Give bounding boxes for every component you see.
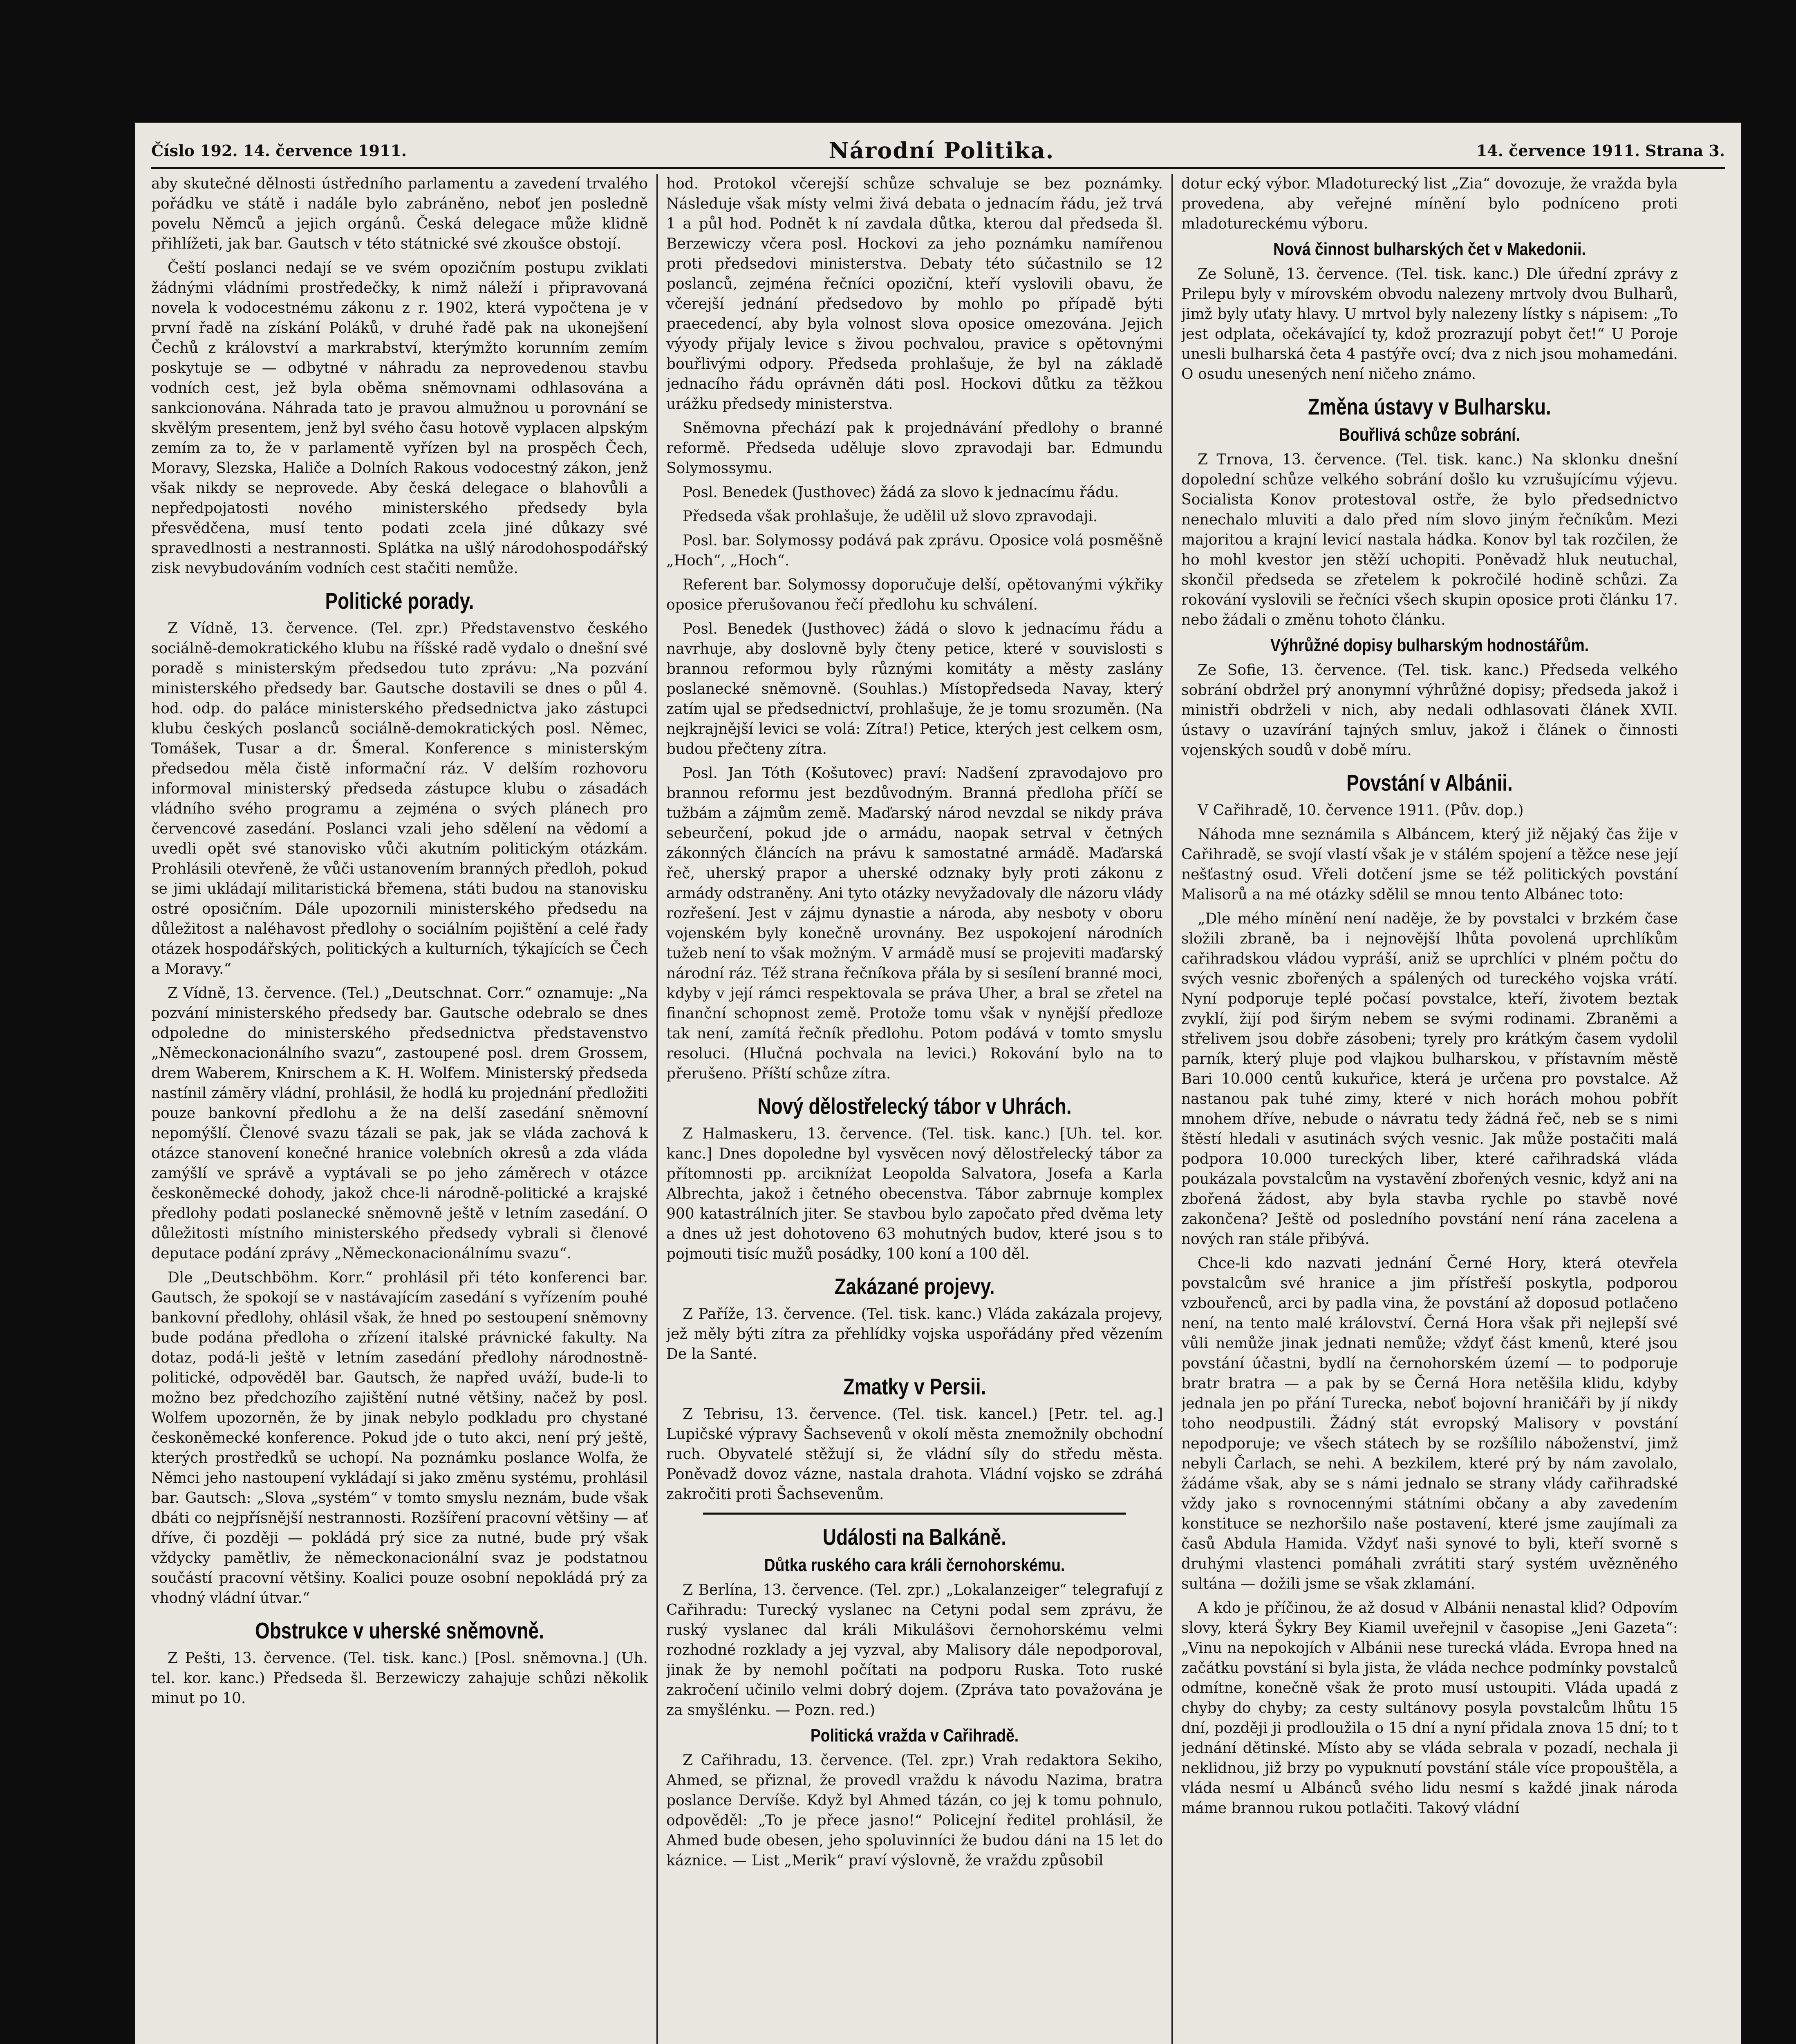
paragraph: Předseda však prohlašuje, že udělil už slovo zpravodaji. <box>683 508 1098 525</box>
paragraph: Z Vídně, 13. července. (Tel.) „Deutschnat. Corr.“ oznamuje: „Na pozvání ministerského předsedy bar. Gautsche odebralo se dnes odpoledne do ministerského předsednictva představenstvo „Německonacionálního svazu“, zastoupené posl. drem Grossem, drem Waberem, Knirschem a K. H. Wolfem. Ministerský předseda nastínil zámĕry vládní, prohlásil, že hodlá ku projednání předložiti pouze bankovní předlohu a že na delší zasedání sněmovní nepomýšlí. Členové svazu tázali se pak, jak se vláda zachová k otázce stanovení konečné hranice volebních okresů a zda vláda zamýšlí ve správě a vyptávali se po jeho záměrech v otázce českoněmecké dohody, jakož chce-li národně-politické a krajské předlohy podati poslanecké sněmovně ještě v letním zasedání. O důležitosti místního ministerského předsedy vybrali si členové deputace podání zprávy „Německonacionálnímu svazu“. <box>151 985 648 1262</box>
paragraph: Posl. bar. Solymossy podává pak zprávu. Oposice volá posměšně „Hoch“, „Hoch“. <box>666 532 1163 569</box>
article-heading: Povstání v Albánii. <box>1346 770 1513 796</box>
paragraph: „Dle mého mínění není naděje, že by povstalci v brzkém čase složili zbraně, ba i nejnovější lhůta povolená uprchlíkům cařihradskou vládou vypráší, aniž se uprchlíci v plném počtu do svých vesnic zbořených a spálených od tureckého vojska vrátí. Nyní podporuje teplé počasí povstalce, kteří, životem beztak zvyklí, žijí pod širým nebem se svými rodinami. Zbraněmi a střelivem jsou dobře zásobeni; tyrely pro krátkým časem vydolil parník, který pluje pod vlajkou bulharskou, v přístavním městě Bari 10.000 centů kukuřice, která je určena pro povstalce. Až nastanou pak tuhé zimy, které v nich horách mohou pobřít mnohem dříve, nebude o návratu tedy žádná řeč, neb se s nimi štěstí hledali v asutinách svých vesnic. Jak může postačiti malá podpora 10.000 tureckých liber, které cařihradská vláda poukázala povstalcům na vystavění zbořených vesnic, když ani na zbořená žádost, aby byla stavba rychle po stavbě nové zakončena? Ještě od posledního povstání není rána zacelena a nových ran stále přibývá. <box>1181 910 1678 1248</box>
section-heading: Události na Balkáně. <box>822 1524 1007 1550</box>
article-heading: Zakázané projevy. <box>834 1273 995 1299</box>
date-page: 14. července 1911. Strana 3. <box>1476 141 1725 160</box>
page-header <box>151 134 1725 169</box>
article-subheading: Bouřlivá schůze sobrání. <box>1339 425 1520 445</box>
article-heading: Politická vražda v Cařihradě. <box>810 1726 1019 1746</box>
paragraph: Referent bar. Solymossy doporučuje delší, opětovanými výkřiky oposice přerušovanou řečí předlohu ku schválení. <box>666 576 1163 613</box>
paragraph: Dle „Deutschböhm. Korr.“ prohlásil při této konferenci bar. Gautsch, že spokojí se v nastávajícím zasedání s vyřízením pouhé bankovní předlohy, ohlásil však, že hned po sestoupení sněmovny bude podána předloha o zřízení italské právnické fakulty. Na dotaz, podá-li ještě v letním zasedání předlohy národnostně-politické, odpověděl bar. Gautsch, že napřed uváží, bude-li to možno bez předchozího zajištění nutné většiny, načež by posl. Wolfem upozorněn, že by jinak nebylo podkladu pro chystané českoněmecké konference. Pokud jde o tuto akci, není prý ještě, kterých prostředků se uchopí. Na poznámku poslance Wolfa, že Němci jeho nastoupení vykládají si jako změnu systému, prohlásil bar. Gautsch: „Slova „systém“ v tomto smyslu neznám, bude však dbáti co nejpřísnější nestrannosti. Rozšíření pracovní většiny — ať dříve, či později — pokládá prý sice za nutné, bude prý však vždycky pamětliv, že německonacionální svaz je podstatnou součástí pracovní většiny. Koalici pouze osobní nepokládá prý za vhodný vládní útvar.“ <box>151 1269 648 1607</box>
paragraph: Z Cařihradu, 13. července. (Tel. zpr.) Vrah redaktora Sekiho, Ahmed, se přiznal, že provedl vraždu k návodu Nazima, bratra poslance Dervíše. Když byl Ahmed tázán, co jej k tomu pohnulo, odpověděl: „To je přece jasno!“ Policejní ředitel prohlásil, že Ahmed bude obesen, jeho spoluvinníci že budou dáni na 15 let do káznice. — List „Merik“ praví výslovně, že vraždu způsobil <box>666 1752 1163 1869</box>
paragraph: dotur ecký výbor. Mladoturecký list „Zia“ dovozuje, že vražda byla provedena, aby veřejné mínění bylo podníceno proti mladotureckému výboru. <box>1181 175 1678 232</box>
article-heading: Zmatky v Persii. <box>843 1374 986 1399</box>
column-rule <box>656 174 658 2044</box>
article-heading: Nová činnost bulharských čet v Makedonii. <box>1273 239 1586 259</box>
article-heading: Politické porady. <box>325 588 474 614</box>
paragraph: Posl. Benedek (Justhovec) žádá o slovo k jednacímu řádu a navrhuje, aby doslovně byly čteny petice, které v souvislosti s brannou reformou byly různými komitáty a městy zaslány poslanecké sněmovně. (Souhlas.) Místopředseda Navay, který zatím ujal se předsednictví, prohlašuje, že je tomu srozuměn. (Na nejkrajnější levici se volá: Zítra!) Petice, kterých jest celkem osm, budou přečteny zítra. <box>666 621 1163 758</box>
newspaper-page <box>135 123 1741 2044</box>
column-1 <box>151 174 648 2044</box>
paragraph: Chce-li kdo nazvati jednání Černé Hory, která otevřela povstalcům své hranice a jim přístřeší poskytla, podporou vzbouřenců, arci by padla vina, že povstání až doposud potlačeno není, na tento malé království. Černá Hora však při nejlepší své vůli nemůže jinak jednati nemůže; vždyť část kmenů, které jsou povstání účastni, bydlí na černohorském území — to podporuje bratr bratra — a pak by se Černá Hora netěšila klidu, kdyby jednala jen po přání Turecka, neboť bojovní hraničáři by jí nikdy toho neodpustili. Žádný stát evropský Malisory v povstání nepodporuje; ve všech státech by se rozšílilo náboženství, jimž nebyli Čarlach, se nehi. A bezkilem, které prý by nám zavolalo, žádáme však, aby se s námi jednalo se strany vlády cařihradské vždy jako s rovnocennými státními občany a aby zavedením konstituce se nezhoršilo naše postavení, které jsme zaujímali za časů Abdula Hamida. Vždyť naši synové to byli, kteří svorně s druhými vlastenci pomáhali zvrátiti starý systém uvězněného sultána — dožili jsme se však zklamání. <box>1181 1255 1678 1592</box>
paragraph: Posl. Benedek (Justhovec) žádá za slovo k jednacímu řádu. <box>683 484 1119 501</box>
paragraph: Z Berlína, 13. července. (Tel. zpr.) „Lokalanzeiger“ telegrafují z Cařihradu: Turecký vyslanec na Cetyni podal sem zprávu, že ruský vyslanec dal králi Mikulášovi černohorskému velmi rozhodné rozklady a jej vyzval, aby Malisory dále nepodporoval, jinak že by nemohl počítati na podporu Ruska. Toto ruské zakročení učinilo velmi dobrý dojem. (Zpráva tato považována je za smyšlénku. — Pozn. red.) <box>666 1582 1163 1719</box>
paragraph: Z Tebrisu, 13. července. (Tel. tisk. kancel.) [Petr. tel. ag.] Lupičské výpravy Šachsevenů v okolí města znemožnily obchodní ruch. Obyvatelé stěžují si, že vládní síly do středu města. Poněvadž dovoz vázne, nastala drahota. Vládní vojsko se zdráhá zakročiti proti Šachsevenům. <box>666 1406 1163 1503</box>
paragraph: Ze Sofie, 13. července. (Tel. tisk. kanc.) Předseda velkého sobrání obdržel prý anonymní výhrůžné dopisy; předseda jakož i ministři obdrželi v nich, aby nedali odhlasovati článek XVII. ústavy o uzavírání tajných smluv, jakož i článek o činnosti vojenských soudů v době míru. <box>1181 662 1678 759</box>
paragraph: aby skutečné dělnosti ústředního parlamentu a zavedení trvalého pořádku ve státě i nadále bylo zabráněno, neboť jen posledně povelu Němců a jejich orgánů. Česká delegace může klidně přihlížeti, jak bar. Gautsch v této státnické své zkoušce obstojí. <box>151 175 648 252</box>
column-2 <box>666 174 1163 2044</box>
paragraph: Sněmovna přechází pak k projednávání předlohy o branné reformě. Předseda uděluje slovo zpravodaji bar. Edmundu Solymossymu. <box>666 420 1163 477</box>
article-heading: Důtka ruského cara králi černohorskému. <box>764 1555 1065 1575</box>
article-heading: Výhrůžné dopisy bulharským hodnostářům. <box>1270 635 1589 655</box>
paragraph: hod. Protokol včerejší schůze schvaluje se bez poznámky. Následuje však místy velmi živá debata o jednacím řádu, jež trvá 1 a půl hod. Podnět k ní zavdala důtka, kterou dal předseda šl. Berzewiczy včera posl. Hockovi za jeho poznámku namířenou proti předsedovi ministerstva. Debaty této súčastnilo se 12 poslanců, zejména řečníci opoziční, kteří vyslovili obavu, že včerejší jednání předsedovo by mohlo po případě býti praecedencí, aby byla volnost slova oposice omezována. Jejich výyody přijaly levice s živou pochvalou, pravice s opětovnými bouřlivými odpory. Předseda prohlašuje, že byl na základě jednacího řádu oprávněn dáti posl. Hockovi důtku za těžkou urážku předsedy ministerstva. <box>666 175 1163 412</box>
column-3 <box>1181 174 1678 2044</box>
paragraph: Náhoda mne seznámila s Albáncem, který již nějaký čas žije v Cařihradě, se svojí vlastí však je v stálém spojení a těžce nese její nešťastný osud. Vřeli dotčení jsme se též politických povstání Malisorů a na mé otázky sdělil se mnou tento Albánec toto: <box>1181 826 1678 903</box>
column-rule <box>1171 174 1173 2044</box>
paragraph: V Cařihradě, 10. července 1911. (Pův. dop.) <box>1198 802 1524 819</box>
paragraph: Z Paříže, 13. července. (Tel. tisk. kanc.) Vláda zakázala projevy, jež měly býti zítra za přehlídky vojska uspořádány před vězením De la Santé. <box>666 1306 1163 1363</box>
section-divider <box>703 1513 1126 1515</box>
paragraph: Posl. Jan Tóth (Košutovec) praví: Nadšení zpravodajovo pro brannou reformu jest bezdůvodným. Branná předloha příčí se tužbám a zájmům země. Maďarský národ nevzdal se nikdy práva sebeurčení, pokud jde o armádu, naopak setrval v četných zákonných článcích na právu k samostatné armádě. Maďarská řeč, uherský prapor a uherské odznaky byly proti zákonu z armády odstraněny. Ani tyto otázky nevyžadovaly dle názoru vlády rozřešení. Jest v zájmu dynastie a národa, aby nesboty v oboru vojenském byly konečně urovnány. Bez uspokojení národních tužeb není to však možným. V armádě musí se projeviti maďarský národní ráz. Též strana řečníkova přála by si sesílení branné moci, kdyby v její rámci respektovala se práva Uher, a bral se zřetel na finanční schopnost země. Protože tomu však v nynější předloze tak není, zamítá řečník předlohu. Potom podává v tomto smyslu resoluci. (Hlučná pochvala na levici.) Rokování bylo na to přerušeno. Příští schůze zítra. <box>666 765 1163 1082</box>
paragraph: Z Trnova, 13. července. (Tel. tisk. kanc.) Na sklonku dnešní dopolední schůze velkého sobrání došlo ku vzrušujícímu výjevu. Socialista Konov protestoval ostře, že bylo předsednictvo nenechalo mluviti a dalo před ním slovo jiným řečníkům. Mezi majoritou a krajní levicí nastala hádka. Konov byl tak rozčilen, že ho mohl kvestor jen stěží uchopiti. Poněvadž hluk neutuchal, skončil předseda se zřetelem k pokročilé hodině schůzi. Za rokování vyslovili se řečníci všech skupin oposice proti článku 17. nebo žádali o změnu tohoto článku. <box>1181 451 1678 628</box>
article-heading: Nový dělostřelecký tábor v Uhrách. <box>757 1093 1072 1119</box>
newspaper-title: Národní Politika. <box>829 137 1055 164</box>
paragraph: Ze Soluně, 13. července. (Tel. tisk. kanc.) Dle úřední zprávy z Prilepu byly v mírovském obvodu nalezeny mrtvoly dvou Bulharů, jimž byly uťaty hlavy. U mrtvol byly nalezeny lístky s nápisem: „To jest odplata, očekávající ty, kdož prozrazují pobyt čet!“ U Poroje unesli bulharská četa 4 pastýře ovcí; dva z nich jsou mohamedáni. O osudu unesených není ničeho známo. <box>1181 266 1678 383</box>
paragraph: A kdo je příčinou, že až dosud v Albánii nenastal klid? Odpovím slovy, která Šykry Bey Kiamil uveřejnil v časopise „Jeni Gazeta“: „Vinu na nepokojích v Albánii nese turecká vláda. Evropa hned na začátku povstání si byla jista, že vláda nechce podmínky povstalců odmítne, konečně však že proto musí ustoupiti. Vláda upadá z chyby do chyby; za cesty sultánovy posyla povstalcům lhůtu 15 dní, později ji prodloužila o 15 dní a nyní přidala znova 15 dní; to t jednání dětinské. Místo aby se vláda sebrala v pozadí, nechala ji neklidnou, již brzy po vypuknutí povstání stále více propouštěla, a vláda nesmí u Albánců svého lidu nesmí s každé jinak národa máme brannou rukou potlačiti. Takový vládní <box>1181 1600 1678 1817</box>
paragraph: Z Vídně, 13. července. (Tel. zpr.) Představenstvo českého sociálně-demokratického klubu na říšské radě vydalo o dnešní své poradě s ministerským předsedou tuto zprávu: „Na pozvání ministerského předsedy bar. Gautsche dostavili se dnes o půl 4. hod. odp. do paláce ministerského předsednictva jako zástupci klubu českých poslanců sociálně-demokratických posl. Němec, Tomášek, Tusar a dr. Šmeral. Konference s ministerským předsedou měla čistě informační ráz. V delším rozhovoru informoval ministerský předseda zástupce klubu o zásadách vládního svého programu a zejména o svých plánech pro červencové zasedání. Poslanci vzali jeho sdělení na vědomí a uvedli opět své stanovisko vůči akutním politickým otázkám. Prohlásili otevřeně, že vůči ustanovením branných předloh, pokud se jimi ukládají militaristická břemena, státi budou na stanovisku ostré oposičním. Dále upozornili ministerského předsedu na důležitost a naléhavost předlohy o sociálním pojištění a celé řady otázek hospodářských, politických a kulturních, týkajících se Čech a Moravy.“ <box>151 620 648 977</box>
issue-number: Číslo 192. 14. července 1911. <box>151 141 407 160</box>
article-heading: Změna ústavy v Bulharsku. <box>1308 394 1551 419</box>
article-heading: Obstrukce v uherské sněmovně. <box>255 1618 544 1643</box>
paragraph: Čeští poslanci nedají se ve svém opozičním postupu zviklati žádnými vládními prostředečky, k nimž náleží i připravovaná novela k vodocestnému zákonu z r. 1902, která vypočtena je v první řadě na získání Poláků, v druhé řadě pak na ukonejšení Čechů z království a markrabství, kterýmžto korunním zemím poskytuje se — odbytné v náhradu za neprovedenou stavbu vodních cest, jež byla oběma sněmovnami odhlasována a sankcionována. Náhrada tato je pravou almužnou u porovnání se skvělým presentem, jenž byl svého času hotově vyplacen alpským zemím za to, že v parlamentě vyřízen byl na prospěch Čech, Moravy, Slezska, Haliče a Dolních Rakous vodocestný zákon, jenž však nikdy se neprovede. Aby česká delegace o blahovůli a nepředpojatosti nového ministerského předsedy byla přesvědčena, musí tento podati zcela jiné důkazy své spravedlnosti a nestrannosti. Splátka na ušlý národohospodářský zisk nevybudováním vodních cest stačiti nemůže. <box>151 260 648 577</box>
paragraph: Z Pešti, 13. července. (Tel. tisk. kanc.) [Posl. sněmovna.] (Uh. tel. kor. kanc.) Předseda šl. Berzewiczy zahajuje schůzi několik minut po 10. <box>151 1650 648 1707</box>
paragraph: Z Halmaskeru, 13. července. (Tel. tisk. kanc.) [Uh. tel. kor. kanc.] Dnes dopoledne byl vysvěcen nový dělostřelecký tábor za přítomnosti pp. arcikníżat Leopolda Salvatora, Josefa a Karla Albrechta, jakož i četného obecenstva. Tábor zabrnuje komplex 900 katastrálních jiter. Se stavbou bylo započato před dvěma lety a dnes už jest dohotoveno 63 mohutných budov, které jsou s to pojmouti tisíc mužů posádky, 100 koní a 100 děl. <box>666 1125 1163 1262</box>
